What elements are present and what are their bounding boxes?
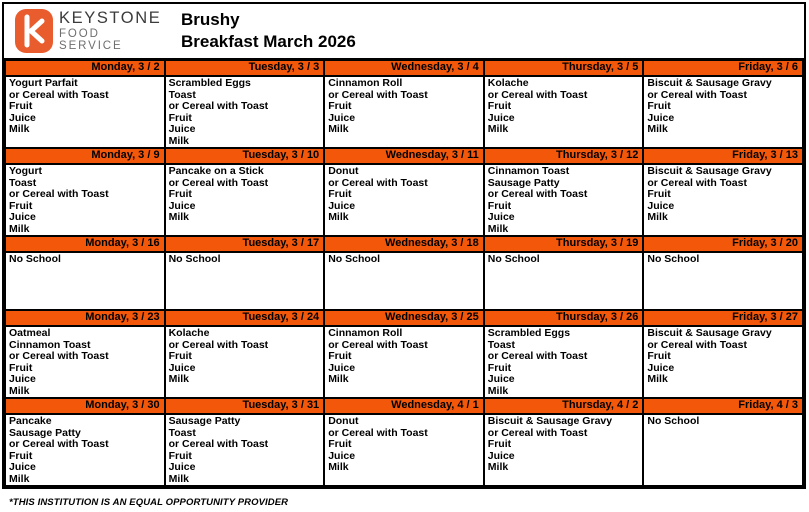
menu-item: or Cereal with Toast xyxy=(328,176,428,189)
menu-item: Cinnamon Toast xyxy=(487,165,570,177)
day-header-cell: Wednesday, 3 / 25 xyxy=(324,310,484,326)
menu-item: Donut xyxy=(328,415,359,427)
day-header-cell: Monday, 3 / 16 xyxy=(5,236,165,252)
menu-item: or Cereal with Toast xyxy=(168,338,269,351)
menu-item: Juice xyxy=(328,449,356,462)
menu-item: Pancake xyxy=(9,415,52,427)
keystone-k-icon xyxy=(15,9,53,53)
week-menu-row xyxy=(5,76,803,148)
menu-item: or Cereal with Toast xyxy=(487,426,588,439)
menu-item: Juice xyxy=(647,199,675,212)
menu-cell xyxy=(165,76,325,148)
menu-item: or Cereal with Toast xyxy=(328,88,428,101)
menu-cell xyxy=(643,252,803,310)
day-header-cell: Tuesday, 3 / 24 xyxy=(165,310,325,326)
menu-item: or Cereal with Toast xyxy=(487,188,588,200)
week-menu-row xyxy=(5,326,803,398)
week-day-header-row xyxy=(5,398,803,414)
menu-item: Pancake on a Stick xyxy=(168,165,264,177)
menu-item: Milk xyxy=(9,384,30,397)
day-header-cell: Wednesday, 4 / 1 xyxy=(324,398,484,414)
week-day-header-row xyxy=(5,60,803,76)
day-header-cell: Tuesday, 3 / 3 xyxy=(165,60,325,76)
menu-cell xyxy=(324,252,484,310)
menu-cell xyxy=(484,414,644,486)
menu-item: or Cereal with Toast xyxy=(9,88,109,101)
menu-item: Milk xyxy=(328,211,349,223)
menu-item: Milk xyxy=(168,211,190,223)
week-menu-row xyxy=(5,414,803,486)
menu-cell xyxy=(484,164,644,236)
menu-item: Sausage Patty xyxy=(487,176,560,189)
menu-cell xyxy=(324,164,484,236)
menu-item: Milk xyxy=(9,123,30,135)
menu-item: Milk xyxy=(647,211,668,223)
menu-item: Juice xyxy=(168,123,196,135)
menu-item: Cinnamon Toast xyxy=(9,338,91,351)
menu-item: Biscuit & Sausage Gravy xyxy=(647,77,772,89)
menu-cell xyxy=(324,414,484,486)
day-header-cell: Friday, 3 / 27 xyxy=(643,310,803,326)
menu-item: Juice xyxy=(487,111,515,124)
menu-item: or Cereal with Toast xyxy=(328,338,428,351)
week-day-header-row xyxy=(5,236,803,252)
menu-sheet xyxy=(2,2,806,489)
menu-item: or Cereal with Toast xyxy=(328,426,428,439)
menu-cell xyxy=(165,414,325,486)
menu-item: Juice xyxy=(328,361,356,374)
menu-item: Sausage Patty xyxy=(9,426,81,439)
menu-item: Fruit xyxy=(9,361,33,374)
menu-cell xyxy=(484,252,644,310)
day-header-cell: Friday, 3 / 13 xyxy=(643,148,803,164)
menu-cell xyxy=(5,164,165,236)
day-header-cell: Friday, 3 / 6 xyxy=(643,60,803,76)
menu-item: Scrambled Eggs xyxy=(487,327,571,339)
menu-item: Sausage Patty xyxy=(168,415,241,427)
menu-item: Fruit xyxy=(328,438,352,450)
menu-cell xyxy=(484,76,644,148)
menu-item: Fruit xyxy=(647,100,671,112)
day-header-cell: Wednesday, 3 / 11 xyxy=(324,148,484,164)
footer xyxy=(2,489,806,510)
menu-item: Toast xyxy=(9,176,37,189)
menu-month-title: Breakfast March 2026 xyxy=(181,32,356,51)
menu-item: Fruit xyxy=(328,188,352,200)
day-header-cell: Thursday, 3 / 12 xyxy=(484,148,644,164)
menu-item: Cinnamon Roll xyxy=(328,77,403,89)
menu-item: or Cereal with Toast xyxy=(487,88,588,101)
week-menu-row xyxy=(5,164,803,236)
menu-item: Milk xyxy=(168,134,190,147)
day-header-cell: Tuesday, 3 / 10 xyxy=(165,148,325,164)
menu-item: No School xyxy=(9,253,61,265)
week-menu-row xyxy=(5,252,803,310)
menu-item: Milk xyxy=(328,461,349,473)
day-header-cell: Wednesday, 3 / 4 xyxy=(324,60,484,76)
menu-cell xyxy=(165,326,325,398)
menu-cell xyxy=(643,414,803,486)
menu-item: Kolache xyxy=(487,77,529,89)
page-title xyxy=(181,9,356,53)
menu-cell xyxy=(324,326,484,398)
menu-item: or Cereal with Toast xyxy=(9,188,109,200)
menu-item: Biscuit & Sausage Gravy xyxy=(647,327,772,339)
menu-item: No School xyxy=(328,253,381,265)
menu-item: Milk xyxy=(328,373,349,385)
menu-cell xyxy=(5,76,165,148)
menu-item: or Cereal with Toast xyxy=(9,438,109,450)
menu-item: Milk xyxy=(168,373,190,385)
menu-item: No School xyxy=(487,253,540,265)
menu-item: Oatmeal xyxy=(9,327,51,339)
menu-item: Fruit xyxy=(9,449,33,462)
menu-item: Yogurt Parfait xyxy=(9,77,78,89)
logo-text xyxy=(59,10,167,53)
menu-item: Juice xyxy=(9,373,36,385)
menu-item: No School xyxy=(168,253,221,265)
menu-item: Yogurt xyxy=(9,165,43,177)
day-header-cell: Tuesday, 3 / 31 xyxy=(165,398,325,414)
menu-item: Fruit xyxy=(9,199,33,212)
site-name: Brushy xyxy=(181,9,240,29)
menu-item: or Cereal with Toast xyxy=(647,88,747,101)
menu-item: Fruit xyxy=(487,199,512,212)
menu-item: Fruit xyxy=(487,438,512,450)
week-day-header-row xyxy=(5,148,803,164)
brand-subname: FOOD SERVICE xyxy=(59,28,123,52)
menu-item: Juice xyxy=(647,111,675,124)
menu-item: Milk xyxy=(647,373,668,385)
day-header-cell: Monday, 3 / 30 xyxy=(5,398,165,414)
masthead xyxy=(4,4,804,59)
brand-name: KEYSTONE xyxy=(59,8,162,27)
menu-item: or Cereal with Toast xyxy=(168,176,269,189)
menu-item: Fruit xyxy=(487,361,512,374)
menu-cell xyxy=(484,326,644,398)
day-header-cell: Thursday, 3 / 26 xyxy=(484,310,644,326)
menu-item: Fruit xyxy=(9,100,33,112)
menu-item: Scrambled Eggs xyxy=(168,77,251,89)
menu-item: or Cereal with Toast xyxy=(487,350,588,362)
menu-item: or Cereal with Toast xyxy=(168,100,269,112)
menu-item: Milk xyxy=(487,222,509,235)
day-header-cell: Thursday, 4 / 2 xyxy=(484,398,644,414)
menu-item: Juice xyxy=(647,361,675,374)
menu-cell xyxy=(165,164,325,236)
menu-item: Juice xyxy=(487,211,515,223)
menu-item: Toast xyxy=(168,88,196,101)
menu-item: Milk xyxy=(487,384,509,397)
menu-item: Juice xyxy=(328,199,356,212)
menu-item: or Cereal with Toast xyxy=(647,338,747,351)
menu-item: Fruit xyxy=(487,100,512,112)
menu-item: Fruit xyxy=(168,350,192,362)
menu-item: Toast xyxy=(487,338,516,351)
keystone-logo xyxy=(4,9,167,53)
menu-item: Juice xyxy=(487,449,515,462)
day-header-cell: Monday, 3 / 23 xyxy=(5,310,165,326)
day-header-cell: Monday, 3 / 9 xyxy=(5,148,165,164)
menu-cell xyxy=(643,76,803,148)
menu-item: or Cereal with Toast xyxy=(9,350,109,362)
menu-item: Milk xyxy=(9,472,30,485)
week-day-header-row xyxy=(5,310,803,326)
day-header-cell: Tuesday, 3 / 17 xyxy=(165,236,325,252)
menu-cell xyxy=(324,76,484,148)
menu-item: Fruit xyxy=(168,449,192,462)
day-header-cell: Friday, 4 / 3 xyxy=(643,398,803,414)
menu-cell xyxy=(643,164,803,236)
menu-cell xyxy=(165,252,325,310)
menu-item: Juice xyxy=(328,111,356,124)
menu-item: Juice xyxy=(487,373,515,385)
menu-item: or Cereal with Toast xyxy=(647,176,747,189)
menu-cell xyxy=(5,326,165,398)
menu-item: Milk xyxy=(487,461,509,473)
menu-item: Biscuit & Sausage Gravy xyxy=(487,415,613,427)
menu-calendar xyxy=(4,59,804,487)
menu-item: Fruit xyxy=(328,100,352,112)
menu-item: Juice xyxy=(168,461,196,473)
menu-item: or Cereal with Toast xyxy=(168,438,269,450)
equal-opportunity-note: *THIS INSTITUTION IS AN EQUAL OPPORTUNITY PROVIDER xyxy=(9,497,289,508)
menu-item: Fruit xyxy=(168,111,192,124)
day-header-cell: Monday, 3 / 2 xyxy=(5,60,165,76)
menu-item: Fruit xyxy=(647,188,671,200)
menu-item: Cinnamon Roll xyxy=(328,327,403,339)
menu-item: Milk xyxy=(168,472,190,485)
menu-item: Milk xyxy=(487,123,509,135)
menu-item: Juice xyxy=(168,199,196,212)
day-header-cell: Wednesday, 3 / 18 xyxy=(324,236,484,252)
menu-cell xyxy=(5,414,165,486)
menu-item: Fruit xyxy=(168,188,192,200)
day-header-cell: Thursday, 3 / 19 xyxy=(484,236,644,252)
menu-item: Biscuit & Sausage Gravy xyxy=(647,165,772,177)
menu-item: Toast xyxy=(168,426,196,439)
menu-item: Juice xyxy=(9,111,36,124)
menu-cell xyxy=(5,252,165,310)
menu-item: Milk xyxy=(9,222,30,235)
menu-item: Milk xyxy=(647,123,668,135)
day-header-cell: Thursday, 3 / 5 xyxy=(484,60,644,76)
menu-item: Juice xyxy=(9,461,36,473)
menu-item: No School xyxy=(647,415,700,427)
menu-item: Juice xyxy=(9,211,36,223)
menu-item: Juice xyxy=(168,361,196,374)
menu-item: Milk xyxy=(328,123,349,135)
menu-item: Kolache xyxy=(168,327,210,339)
menu-item: No School xyxy=(647,253,700,265)
day-header-cell: Friday, 3 / 20 xyxy=(643,236,803,252)
menu-item: Fruit xyxy=(647,350,671,362)
menu-cell xyxy=(643,326,803,398)
menu-item: Donut xyxy=(328,165,359,177)
menu-item: Fruit xyxy=(328,350,352,362)
